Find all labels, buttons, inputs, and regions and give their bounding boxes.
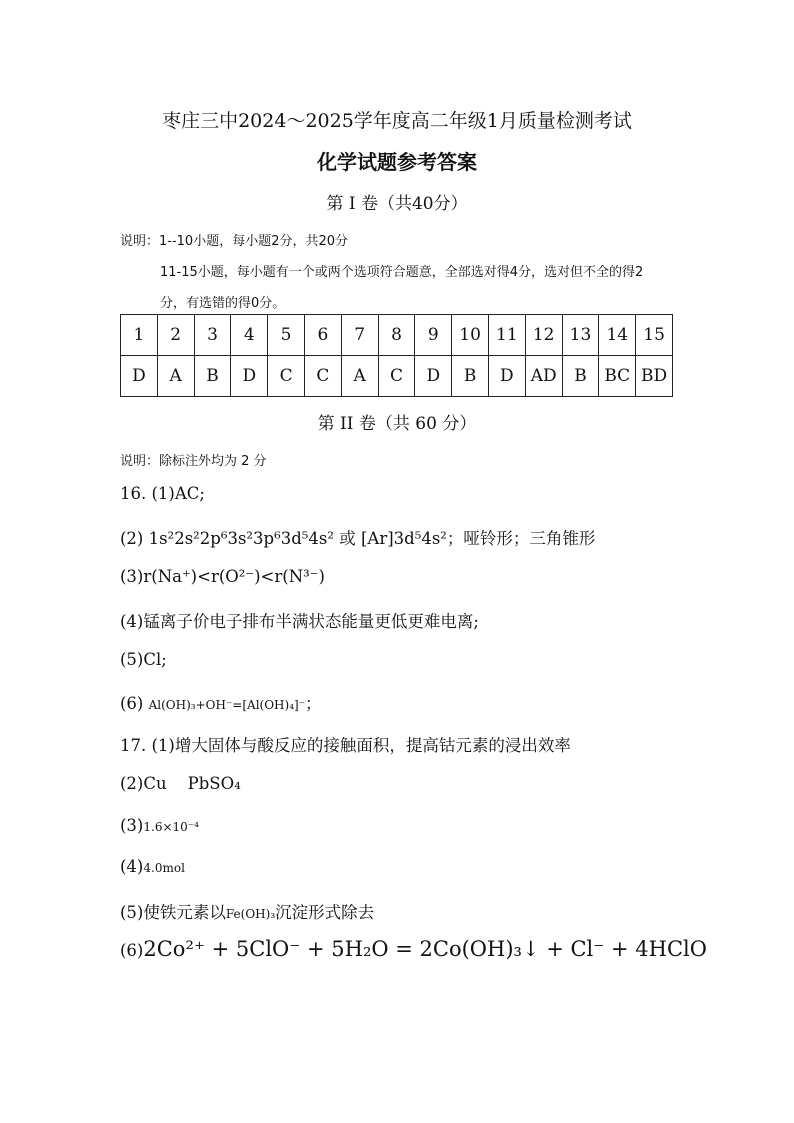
part1-heading: 第 I 卷（共40分）	[326, 194, 468, 214]
answer-table-answer-row	[121, 356, 673, 397]
question-number-cell: 10	[452, 315, 489, 356]
answer-table	[120, 314, 673, 397]
q17-answer-5-suffix: 沉淀形式除去	[275, 903, 375, 922]
q16-answer-3: (3)r(Na⁺)<r(O²⁻)<r(N³⁻)	[120, 567, 325, 586]
question-number-cell: 2	[157, 315, 194, 356]
question-number-cell: 11	[488, 315, 525, 356]
q17-answer-4-prefix: (4)	[120, 857, 144, 876]
part1-note-line1: 说明：1--10小题，每小题2分，共20分	[120, 234, 349, 249]
q17-answer-4-value: 4.0mol	[143, 861, 185, 875]
question-number-cell: 9	[415, 315, 452, 356]
document-subtitle: 化学试题参考答案	[317, 150, 477, 174]
q17-answer-3	[120, 816, 199, 835]
question-number-cell: 4	[231, 315, 268, 356]
question-number-cell: 6	[304, 315, 341, 356]
q16-electron-config: 1s²2s²2p⁶3s²3p⁶3d⁵4s²	[148, 529, 334, 548]
q16-answer-2-prefix: (2)	[120, 529, 149, 548]
question-number-cell: 14	[599, 315, 636, 356]
answer-cell: BD	[636, 356, 673, 397]
q16-answer-5: (5)Cl;	[120, 650, 167, 669]
answer-table-number-row	[121, 315, 673, 356]
question-number-cell: 13	[562, 315, 599, 356]
q17-answer-5-formula: Fe(OH)₃	[225, 907, 276, 921]
answer-cell: D	[121, 356, 158, 397]
part1-note-line3: 分，有选错的得0分。	[160, 296, 286, 311]
q16-ionic-equation: Al(OH)₃+OH⁻=[Al(OH)₄]⁻	[148, 698, 306, 712]
question-number-cell: 3	[194, 315, 231, 356]
answer-cell: C	[304, 356, 341, 397]
question-number-cell: 12	[525, 315, 562, 356]
document-title: 枣庄三中2024～2025学年度高二年级1月质量检测考试	[162, 110, 632, 132]
q17-answer-2-value: PbSO₄	[187, 774, 241, 793]
answer-cell: B	[452, 356, 489, 397]
q17-answer-1: 17. (1)增大固体与酸反应的接触面积，提高钴元素的浸出效率	[120, 736, 571, 755]
q16-answer-6-end: ；	[305, 694, 322, 713]
answer-cell: D	[488, 356, 525, 397]
part1-note-line2: 11-15小题，每小题有一个或两个选项符合题意，全部选对得4分，选对但不全的得2	[160, 265, 644, 280]
answer-cell: AD	[525, 356, 562, 397]
answer-cell: A	[341, 356, 378, 397]
q16-answer-6	[120, 690, 322, 714]
q17-answer-2-prefix: (2)Cu	[120, 774, 188, 793]
q16-answer-2-rest: ；哑铃形；三角锥形	[446, 529, 596, 548]
q17-redox-equation: 2Co²⁺ + 5ClO⁻ + 5H₂O = 2Co(OH)₃↓ + Cl⁻ + 4HClO	[143, 937, 707, 961]
answer-cell: C	[268, 356, 305, 397]
question-number-cell: 8	[378, 315, 415, 356]
question-number-cell: 7	[341, 315, 378, 356]
q17-answer-6	[120, 937, 707, 961]
q17-answer-5	[120, 899, 374, 923]
part2-note: 说明：除标注外均为 2 分	[120, 454, 267, 469]
q16-answer-2	[120, 525, 595, 549]
answer-cell: BC	[599, 356, 636, 397]
answer-cell: B	[562, 356, 599, 397]
part2-heading: 第 II 卷（共 60 分）	[317, 414, 477, 434]
q17-answer-6-prefix: (6)	[120, 941, 144, 960]
answer-cell: A	[157, 356, 194, 397]
answer-cell: D	[231, 356, 268, 397]
q16-answer-1: 16. (1)AC;	[120, 484, 205, 503]
q16-answer-4: (4)锰离子价电子排布半满状态能量更低更难电离;	[120, 612, 479, 631]
q17-answer-4	[120, 857, 185, 876]
q17-answer-3-prefix: (3)	[120, 816, 144, 835]
q17-answer-3-value: 1.6×10⁻⁴	[143, 820, 199, 834]
question-number-cell: 1	[121, 315, 158, 356]
answer-cell: D	[415, 356, 452, 397]
question-number-cell: 5	[268, 315, 305, 356]
q16-answer-6-prefix: (6)	[120, 694, 149, 713]
answer-cell: B	[194, 356, 231, 397]
question-number-cell: 15	[636, 315, 673, 356]
q17-answer-5-prefix: (5)使铁元素以	[120, 903, 226, 922]
answer-cell: C	[378, 356, 415, 397]
q17-answer-2	[120, 774, 241, 793]
q16-or: 或	[333, 529, 361, 548]
q16-electron-config-short: [Ar]3d⁵4s²	[360, 529, 447, 548]
